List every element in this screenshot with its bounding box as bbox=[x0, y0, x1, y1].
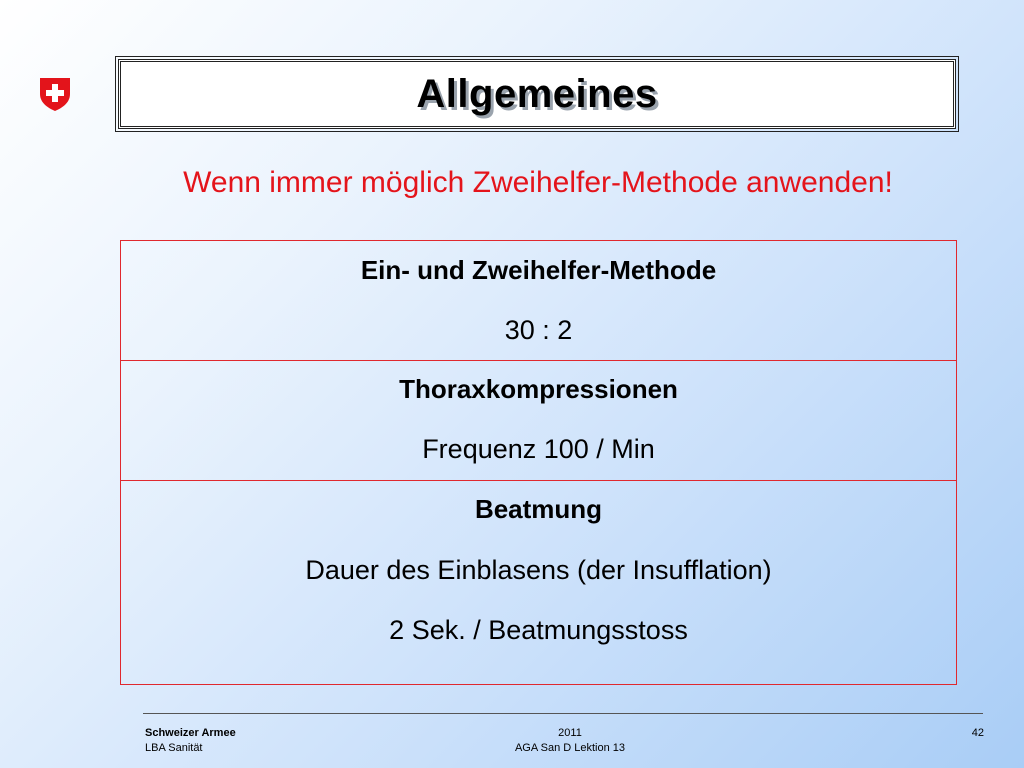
footer-year: 2011 bbox=[558, 727, 582, 739]
footer-left bbox=[145, 726, 236, 756]
footer-center bbox=[470, 726, 670, 756]
page-title: Allgemeines bbox=[416, 71, 658, 116]
footer-unit: LBA Sanität bbox=[145, 742, 203, 754]
table-row bbox=[121, 360, 956, 480]
row-text: Dauer des Einblasens (der Insufflation) bbox=[305, 555, 772, 585]
row-text: Frequenz 100 / Min bbox=[422, 434, 655, 464]
table-row bbox=[121, 480, 956, 684]
table-row bbox=[121, 241, 956, 360]
swiss-cross-shield-icon bbox=[38, 76, 72, 112]
title-box bbox=[118, 59, 956, 129]
row-heading: Beatmung bbox=[474, 494, 603, 524]
row-text: 30 : 2 bbox=[504, 315, 573, 345]
footer-divider bbox=[143, 713, 983, 714]
footer-org: Schweizer Armee bbox=[145, 727, 236, 739]
page-number: 42 bbox=[971, 727, 984, 739]
row-text: 2 Sek. / Beatmungsstoss bbox=[389, 615, 688, 645]
subtitle: Wenn immer möglich Zweihelfer-Methode anwenden! bbox=[183, 166, 893, 199]
footer-course: AGA San D Lektion 13 bbox=[514, 742, 626, 754]
row-heading: Thoraxkompressionen bbox=[399, 374, 678, 404]
row-heading: Ein- und Zweihelfer-Methode bbox=[360, 255, 717, 285]
info-table bbox=[120, 240, 957, 685]
